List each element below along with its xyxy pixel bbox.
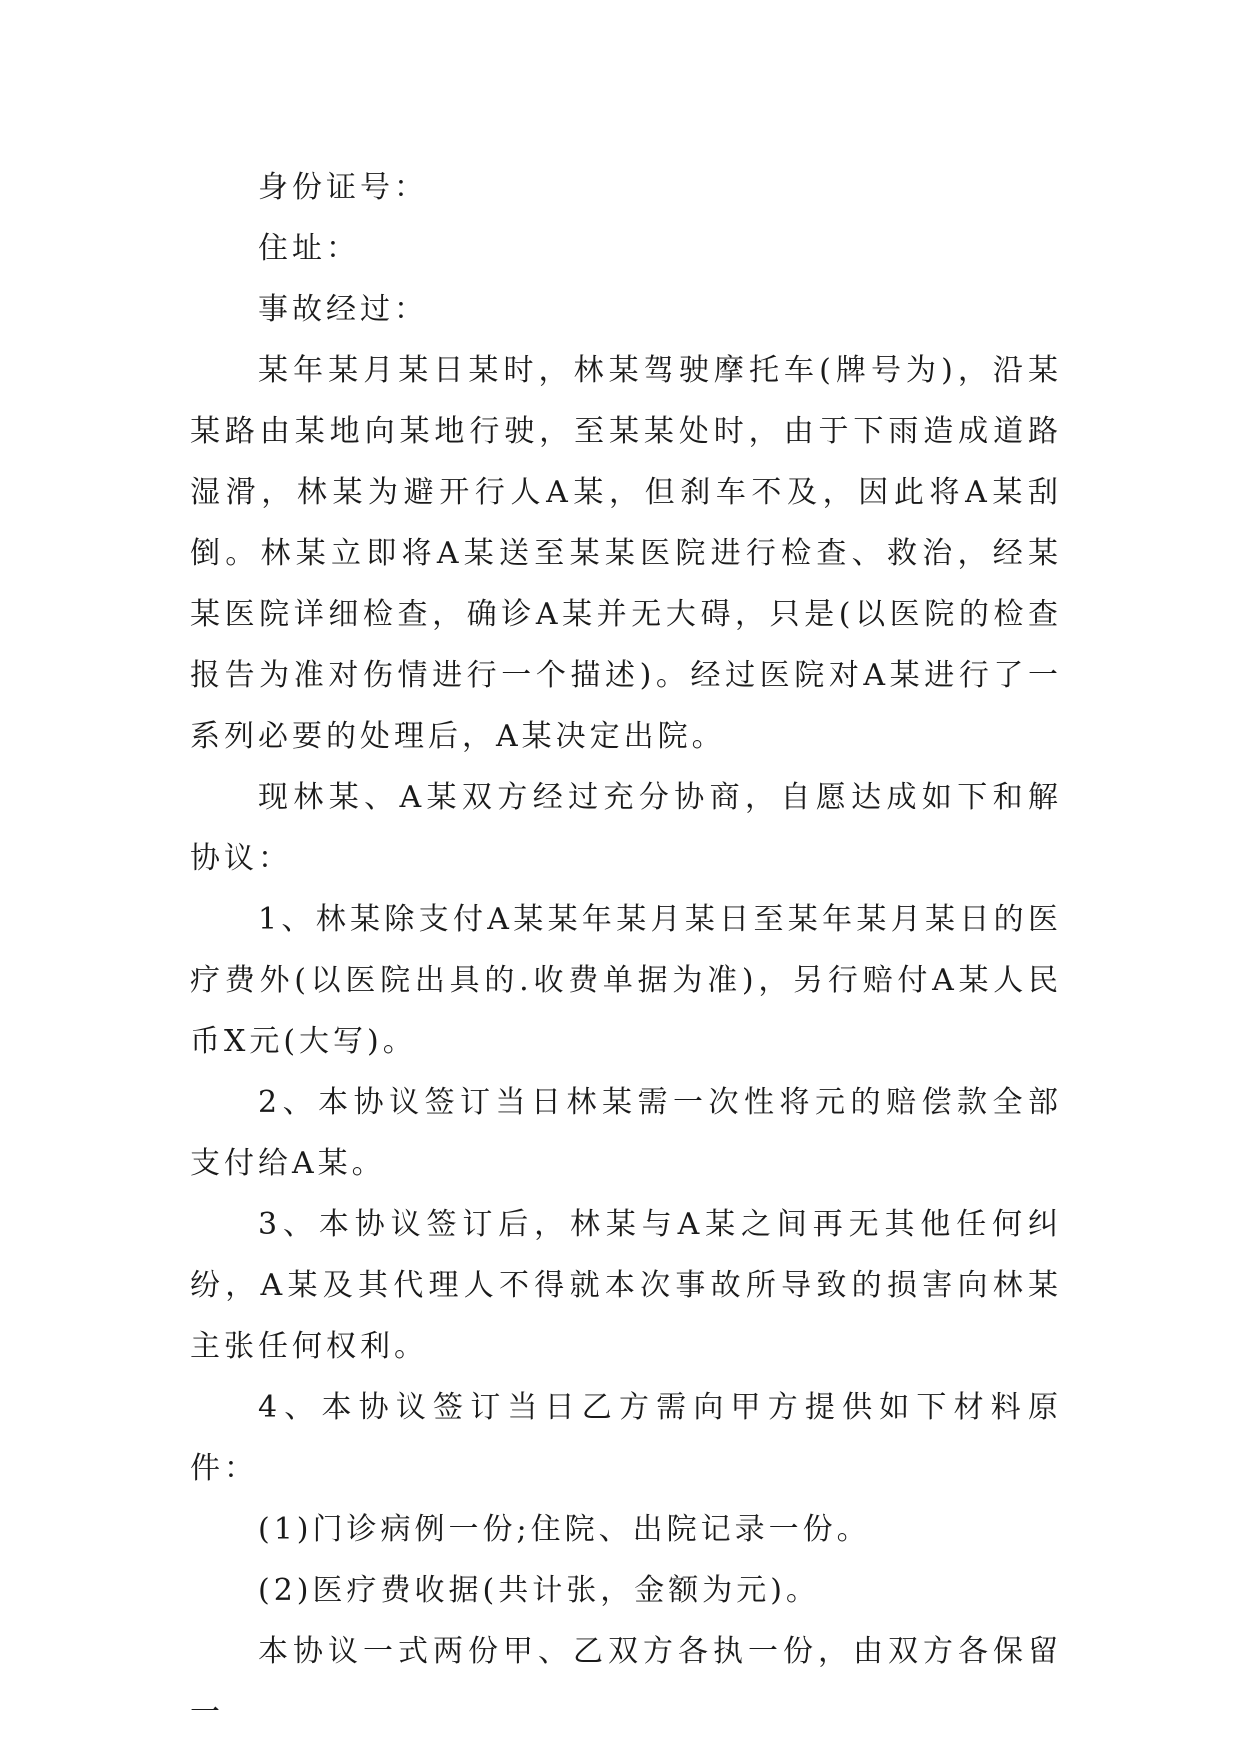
document-body	[190, 157, 1062, 1743]
id-number-label: 身份证号：	[258, 170, 428, 205]
clause-1-paragraph: 1、林某除支付A某某年某月某日至某年某月某日的医疗费外(以医院出具的.收费单据为准)，另行赔付A某人民币X元(大写)。	[190, 902, 1062, 1059]
accident-process-heading: 事故经过：	[258, 292, 428, 327]
agreement-intro-paragraph: 现林某、A某双方经过充分协商，自愿达成如下和解协议：	[190, 780, 1062, 876]
copies-statement-paragraph: 本协议一式两份甲、乙双方各执一份，由双方各保留一	[190, 1634, 1062, 1730]
accident-description-paragraph: 某年某月某日某时，林某驾驶摩托车(牌号为)，沿某某路由某地向某地行驶，至某某处时，由于下雨造成道路湿滑，林某为避开行人A某，但刹车不及，因此将A某刮倒。林某立即将A某送至某某医院进行检查、救治，经某某医院详细检查，确诊A某并无大碍，只是(以医院的检查报告为准对伤情进行一个描述)。经过医院对A某进行了一系列必要的处理后，A某决定出院。	[190, 353, 1062, 754]
clause-4-paragraph: 4、本协议签订当日乙方需向甲方提供如下材料原件：	[190, 1390, 1062, 1486]
clause-2-paragraph: 2、本协议签订当日林某需一次性将元的赔偿款全部支付给A某。	[190, 1085, 1062, 1181]
material-item-1: (1)门诊病例一份;住院、出院记录一份。	[258, 1512, 871, 1547]
address-label: 住址：	[258, 231, 360, 266]
clause-3-paragraph: 3、本协议签订后，林某与A某之间再无其他任何纠纷，A某及其代理人不得就本次事故所导致的损害向林某主张任何权利。	[190, 1207, 1062, 1364]
material-item-2: (2)医疗费收据(共计张，金额为元)。	[258, 1573, 820, 1608]
